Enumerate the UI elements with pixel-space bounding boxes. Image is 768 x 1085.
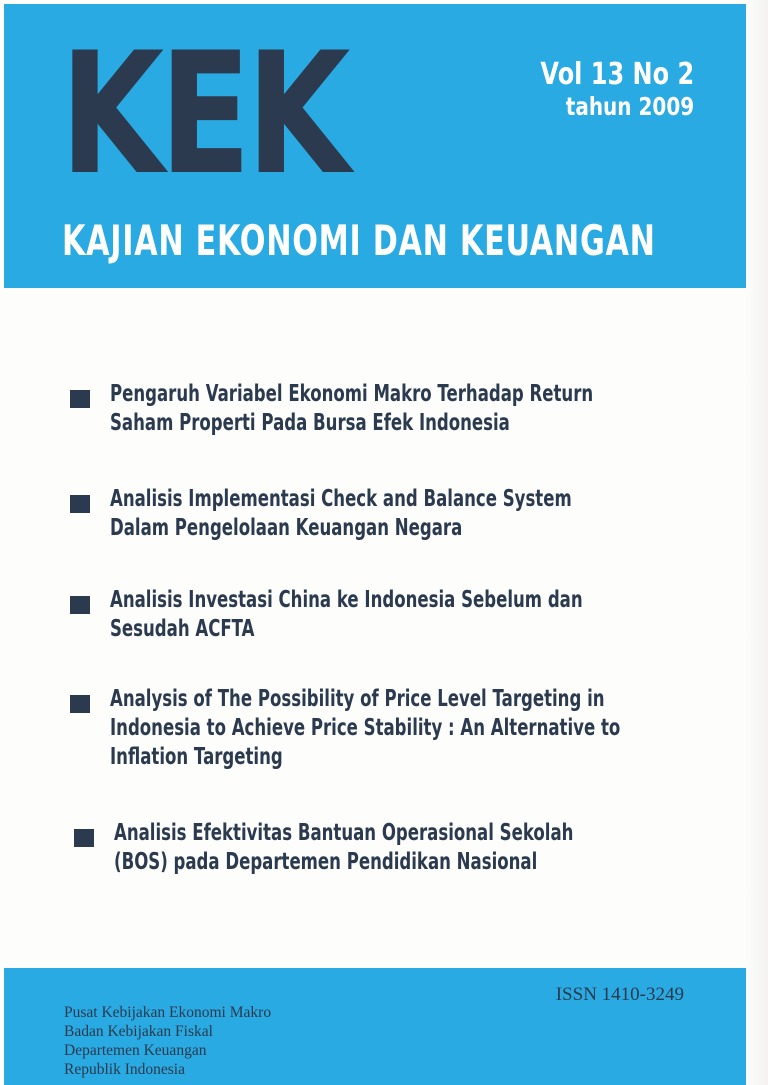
square-bullet-icon	[74, 829, 94, 847]
article-title-line: Analisis Investasi China ke Indonesia Sebelum dan	[110, 587, 583, 613]
article-title	[110, 685, 715, 772]
journal-logo: KEK	[60, 16, 346, 212]
square-bullet-icon	[70, 695, 90, 713]
issn-number: ISSN 1410-3249	[555, 984, 684, 1005]
journal-name: KAJIAN EKONOMI DAN KEUANGAN	[62, 216, 656, 265]
publisher-block	[64, 1003, 271, 1079]
publisher-line: Pusat Kebijakan Ekonomi Makro	[64, 1004, 272, 1021]
article-title	[110, 586, 672, 644]
article-title-line: Pengaruh Variabel Ekonomi Makro Terhadap Return	[110, 381, 594, 407]
square-bullet-icon	[70, 390, 90, 408]
article-title-line: Analysis of The Possibility of Price Level Targeting in	[110, 686, 605, 712]
square-bullet-icon	[70, 596, 90, 614]
article-title	[110, 485, 672, 543]
issue-year: tahun 2009	[565, 92, 694, 121]
square-bullet-icon	[70, 495, 90, 513]
article-title	[114, 819, 676, 877]
article-title-line: Dalam Pengelolaan Keuangan Negara	[110, 515, 463, 541]
article-title-line: Indonesia to Achieve Price Stability : An Alternative to	[110, 715, 621, 741]
publisher-line: Badan Kebijakan Fiskal	[64, 1023, 213, 1040]
page-edge	[746, 0, 768, 1085]
article-title	[110, 380, 672, 438]
article-title-line: Sesudah ACFTA	[110, 616, 255, 642]
article-title-line: (BOS) pada Departemen Pendidikan Nasional	[114, 849, 538, 875]
article-title-line: Saham Properti Pada Bursa Efek Indonesia	[110, 410, 510, 436]
publisher-line: Republik Indonesia	[64, 1061, 185, 1078]
article-title-line: Analisis Implementasi Check and Balance System	[110, 486, 572, 512]
publisher-line: Departemen Keuangan	[64, 1042, 207, 1059]
issue-info	[502, 58, 694, 122]
article-title-line: Inflation Targeting	[110, 744, 283, 770]
article-title-line: Analisis Efektivitas Bantuan Operasional Sekolah	[114, 820, 574, 846]
volume-number: Vol 13 No 2	[540, 57, 694, 92]
